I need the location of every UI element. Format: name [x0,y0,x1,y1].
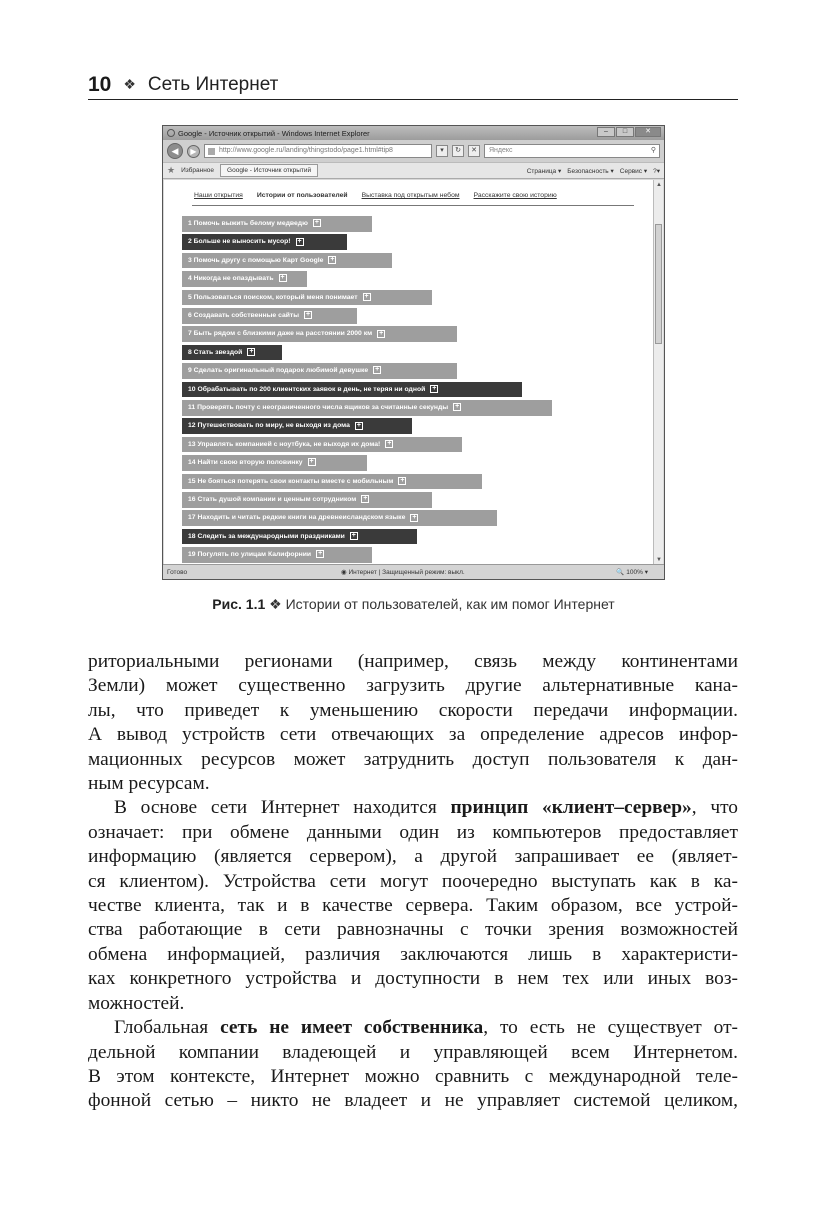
story-item[interactable] [182,308,357,324]
story-text: 5 Пользоваться поиском, который меня понимает [188,293,358,301]
scroll-down-icon[interactable]: ▼ [656,557,662,563]
favorites-star-icon[interactable]: ★ [167,165,176,175]
text-line: обмена информацией, различия заключаются лишь в характеристи- [88,943,738,965]
help-icon[interactable]: ?▾ [653,167,660,175]
story-item[interactable] [182,234,347,250]
forward-button[interactable]: ▶ [187,145,200,158]
story-text: 17 Находить и читать редкие книги на древнеисландском языке [188,514,406,522]
tabs-divider [192,205,634,206]
p3-prefix: Глобальная [114,1017,221,1039]
story-text: 3 Помочь другу с помощью Карт Google [188,256,324,264]
story-item[interactable] [182,345,282,361]
page-number: 10 [88,72,112,96]
close-button[interactable]: ✕ [635,127,661,137]
p3-suffix: , то есть не существует от- [483,1017,738,1039]
scroll-thumb[interactable] [655,224,662,344]
p3-first-line [88,1016,738,1040]
text-line: В этом контексте, Интернет можно сравнить с международной теле- [88,1065,738,1087]
status-bar [163,564,664,579]
text-line: ся клиентом). Устройства сети могут поочередно выступать как в ка- [88,870,738,892]
browser-tab[interactable]: Google - Источник открытий [220,164,318,177]
expand-plus-icon[interactable]: + [314,219,319,227]
vertical-scrollbar[interactable] [653,180,663,565]
story-text: 6 Создавать собственные сайты [188,312,300,319]
figure-browser-screenshot [162,125,665,580]
expand-plus-icon[interactable]: + [375,366,380,374]
text-line: информацию (является сервером), а другой запрашивает ее (являет- [88,846,738,868]
story-text: 16 Стать душой компании и ценным сотрудником [188,496,357,503]
tab-user-stories[interactable]: Истории от пользователей [256,192,348,199]
expand-plus-icon[interactable]: + [297,237,302,245]
story-item[interactable] [182,510,497,526]
story-text: 4 Никогда не опаздывать [188,275,274,283]
story-item[interactable] [182,529,417,545]
expand-plus-icon[interactable]: + [249,348,254,355]
story-text: 1 Помочь выжить белому медведю [188,220,308,227]
expand-plus-icon[interactable]: + [330,256,335,263]
minimize-button[interactable]: – [597,127,615,137]
page-menu[interactable]: Страница ▾ [526,167,562,175]
story-text: 7 Быть рядом с близкими даже на расстоянии 2000 км [188,330,373,338]
text-line: ках конкретного устройства и доступности в нем тех или иных воз- [88,968,738,990]
running-header [88,70,738,100]
story-text: 8 Стать звездой [188,348,243,356]
story-item[interactable] [182,492,432,508]
story-text: 14 Найти свою вторую половинку [188,459,303,467]
figure-caption [0,596,827,613]
expand-plus-icon[interactable]: + [412,513,417,521]
story-item[interactable] [182,400,552,416]
text-line: дельной компании владеющей и управляющей всем Интернетом. [88,1041,738,1063]
text-line: риториальными регионами (например, связь между континентами [88,651,738,672]
expand-plus-icon[interactable]: + [364,292,369,300]
expand-plus-icon[interactable]: + [387,440,392,447]
search-input[interactable] [484,144,660,158]
search-icon[interactable]: ⚲ [650,147,656,154]
tools-menu[interactable]: Сервис ▾ [619,167,648,175]
story-text: 2 Больше не выносить мусор! [188,238,291,246]
expand-plus-icon[interactable]: + [379,329,384,337]
story-text: 19 Погулять по улицам Калифорнии [188,551,312,559]
stop-icon[interactable]: ✕ [468,145,480,157]
text-line: Земли) может существенно загрузить другие альтернативные кана- [88,675,738,697]
story-text: 10 Обрабатывать по 200 клиентских заявок в день, не теряя ни одной [188,385,426,393]
story-item[interactable] [182,363,457,379]
story-text: 13 Управлять компанией с ноутбука, не выходя их дома! [188,440,381,448]
maximize-button[interactable]: □ [616,127,634,137]
story-item[interactable] [182,253,392,269]
expand-plus-icon[interactable]: + [356,421,361,429]
text-line: мационных ресурсов может затруднить доступ пользователя к дан- [88,748,738,770]
zoom-level[interactable]: 🔍 100% ▾ [616,569,648,576]
favorites-bar [163,162,664,179]
address-bar [163,140,664,162]
tab-open-air-exhibition[interactable]: Выставка под открытым небом [361,192,460,199]
url-input[interactable]: http://www.google.ru/landing/thingstodo/page1.html#tip8 [204,144,432,158]
zone-text: Интернет | Защищенный режим: выкл. [348,569,465,576]
story-text: 12 Путешествовать по миру, не выходя из дома [188,422,350,430]
p2-bold: принцип «клиент–сервер» [450,797,692,819]
text-line: ства работающие в сети равнозначны с точки зрения возможностей [88,919,738,941]
tab-our-discoveries[interactable]: Наши открытия [194,192,243,199]
p2-prefix: В основе сети Интернет находится [114,797,451,819]
window-titlebar [163,126,664,140]
header-separator: ❖ [123,76,136,92]
text-line: лы, что приведет к уменьшению скорости передачи информации. [88,699,738,721]
p3-bold: сеть не имеет собственника [220,1017,484,1039]
zoom-value: 100% [626,569,643,576]
paragraph-2 [88,796,738,1016]
p2-suffix: , что [691,797,738,819]
caption-label: Рис. 1.1 [212,596,266,612]
expand-plus-icon[interactable]: + [363,495,368,503]
chapter-title: Сеть Интернет [147,73,279,95]
tab-tell-your-story[interactable]: Расскажите свою историю [473,192,557,199]
favorites-button[interactable]: Избранное [181,167,215,174]
expand-plus-icon[interactable]: + [306,311,311,319]
search-placeholder: Яндекс [489,147,513,154]
story-item[interactable] [182,216,372,232]
body-text [88,650,738,1114]
p2-first-line [88,796,738,820]
expand-plus-icon[interactable]: + [318,550,323,558]
caption-separator: ❖ [269,596,282,612]
story-text: 9 Сделать оригинальный подарок любимой девушке [188,367,369,375]
expand-plus-icon[interactable]: + [309,458,314,466]
story-text: 18 Следить за международными праздниками [188,532,345,540]
expand-plus-icon[interactable]: + [455,403,460,411]
story-text: 11 Проверять почту с неограниченного числа ящиков за считанные секунды [188,404,449,411]
window-title: Google - Источник открытий - Windows Internet Explorer [178,128,370,138]
text-line: ным ресурсам. [88,773,210,795]
story-item[interactable] [182,290,432,306]
dropdown-icon[interactable]: ▾ [436,145,448,157]
expand-plus-icon[interactable]: + [351,532,356,539]
back-button[interactable]: ◀ [167,143,183,159]
text-line: честве клиента, так и в качестве сервера. Таким образом, все устрой- [88,895,738,917]
content-tabs [194,192,557,199]
caption-text: Истории от пользователей, как им помог Интернет [285,596,615,612]
paragraph-1 [88,650,738,796]
story-item[interactable] [182,271,307,287]
expand-plus-icon[interactable]: + [432,384,437,392]
story-item[interactable] [182,474,482,490]
refresh-icon[interactable]: ↻ [452,145,464,157]
scroll-up-icon[interactable]: ▲ [656,182,662,188]
story-item[interactable] [182,326,457,342]
story-item[interactable] [182,455,367,471]
text-line: А вывод устройств сети отвечающих за определение адресов инфор- [88,724,738,746]
story-item[interactable] [182,382,522,398]
story-item[interactable] [182,418,412,434]
security-menu[interactable]: Безопасность ▾ [567,167,614,175]
ie-logo-icon [167,129,175,137]
status-text: Готово [167,568,188,576]
text-line: можностей. [88,992,185,1014]
security-zone: ◉ Интернет | Защищенный режим: выкл. [341,569,465,576]
paragraph-3 [88,1016,738,1114]
text-line: фонной сетью – никто не владеет и не управляет системой целиком, [88,1090,738,1112]
page-content [164,180,655,565]
story-item[interactable] [182,437,462,453]
text-line: означает: при обмене данными один из компьютеров предоставляет [88,821,738,843]
story-text: 15 Не бояться потерять свои контакты вместе с мобильным [188,477,394,485]
expand-plus-icon[interactable]: + [400,476,405,484]
expand-plus-icon[interactable]: + [280,274,285,282]
story-item[interactable] [182,547,372,563]
